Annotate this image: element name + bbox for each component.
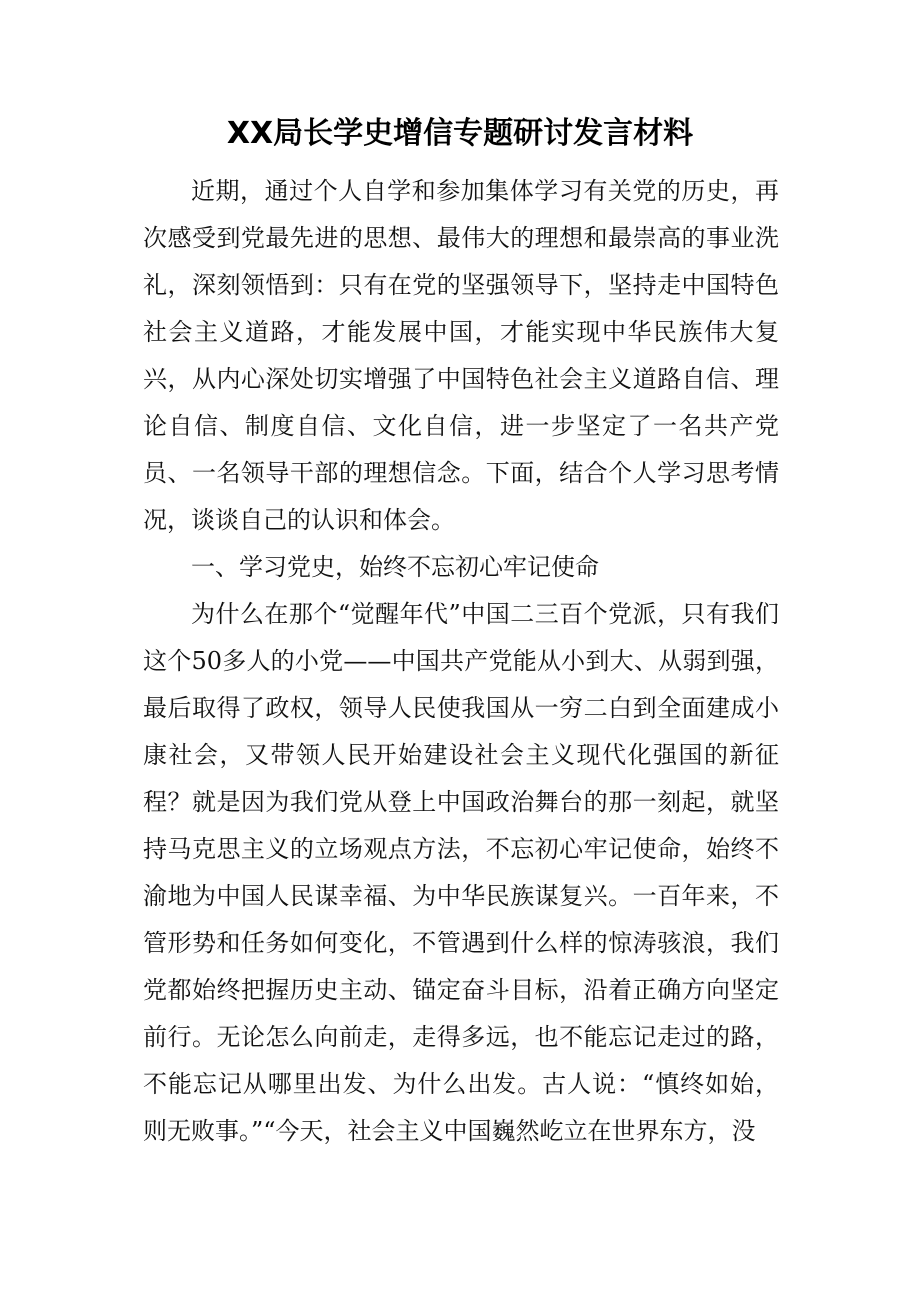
document-title: XX局长学史增信专题研讨发言材料 <box>226 116 694 151</box>
section-heading-1: 一、学习党史，始终不忘初心牢记使命 <box>191 553 599 581</box>
intro-paragraph: 近期，通过个人自学和参加集体学习有关党的历史，再次感受到党最先进的思想、最伟大的理想和最崇高的事业洗礼，深刻领悟到：只有在党的坚强领导下，坚持走中国特色社会主义道路，才能发展中国，才能实现中华民族伟大复兴，从内心深处切实增强了中国特色社会主义道路自信、理论自信、制度自信、文化自信，进一步坚定了一名共产党员、一名领导干部的理想信念。下面，结合个人学习思考情况，谈谈自己的认识和体会。 <box>143 177 779 534</box>
body-paragraph: 为什么在那个“觉醒年代”中国二三百个党派，只有我们这个50多人的小党——中国共产党能从小到大、从弱到强，最后取得了政权，领导人民使我国从一穷二白到全面建成小康社会，又带领人民开始建设社会主义现代化强国的新征程？就是因为我们党从登上中国政治舞台的那一刻起，就坚持马克思主义的立场观点方法，不忘初心牢记使命，始终不渝地为中国人民谋幸福、为中华民族谋复兴。一百年来，不管形势和任务如何变化，不管遇到什么样的惊涛骇浪，我们党都始终把握历史主动、锚定奋斗目标，沿着正确方向坚定前行。无论怎么向前走，走得多远，也不能忘记走过的路，不能忘记从哪里出发、为什么出发。古人说：“慎终如始，则无败事。”“今天，社会主义中国巍然屹立在世界东方，没 <box>143 600 779 1145</box>
document-body <box>143 168 779 1155</box>
